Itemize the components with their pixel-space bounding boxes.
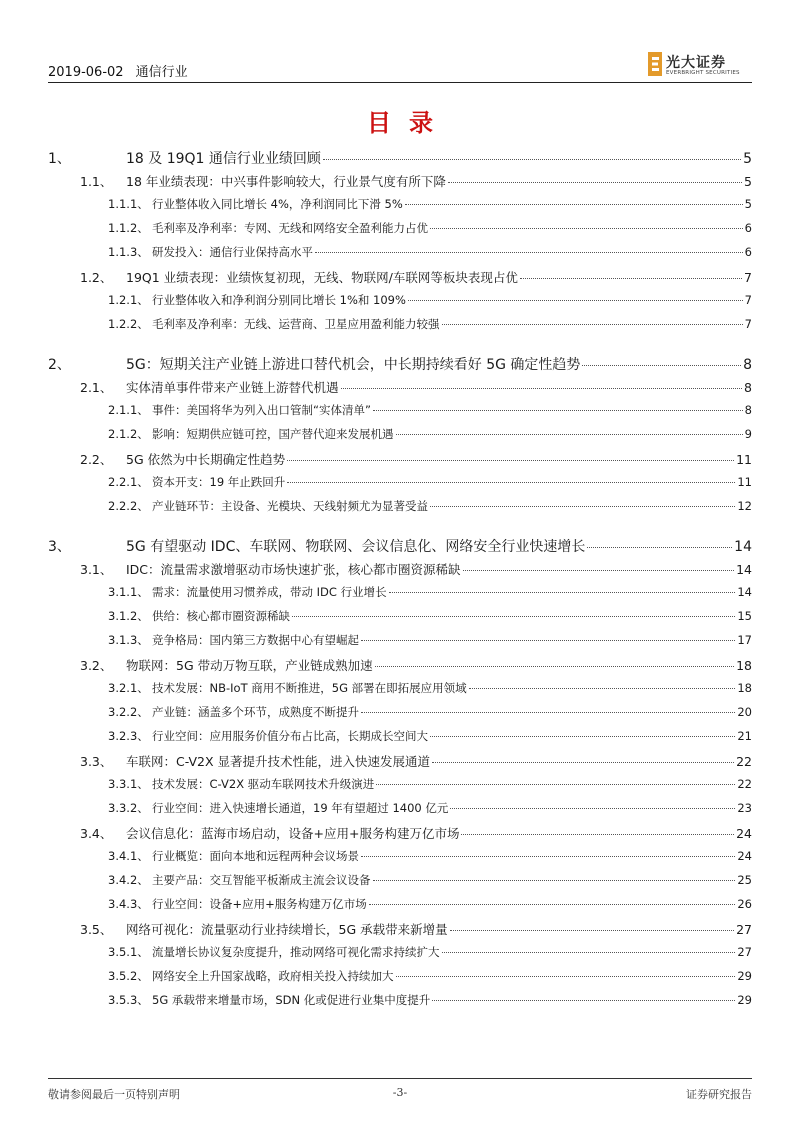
toc-entry-number: 3.3.1、: [108, 777, 149, 791]
toc-entry-number: 3.1.2、: [108, 609, 149, 623]
toc-leader-dots: [520, 278, 742, 279]
toc-leader-dots: [361, 856, 735, 857]
toc-leader-dots: [287, 482, 735, 483]
toc-entry-page: 11: [737, 475, 752, 489]
header-divider: [48, 82, 752, 83]
toc-entry[interactable]: [48, 824, 752, 842]
report-date: 2019-06-02: [48, 65, 124, 80]
toc-leader-dots: [287, 460, 734, 461]
toc-entry-number: 3.4.3、: [108, 897, 149, 911]
toc-entry-number: 2.2、: [80, 452, 113, 467]
toc-leader-dots: [463, 570, 735, 571]
toc-entry-page: 12: [737, 499, 752, 513]
industry-label: 通信行业: [135, 65, 188, 80]
toc-entry[interactable]: [48, 632, 752, 648]
toc-entry-title: IDC：流量需求激增驱动市场快速扩张，核心都市圈资源稀缺: [126, 562, 461, 577]
toc-entry[interactable]: [48, 292, 752, 308]
toc-leader-dots: [323, 159, 741, 160]
toc-entry[interactable]: [48, 584, 752, 600]
toc-entry-page: 14: [737, 585, 752, 599]
logo-text-cn: 光大证券: [666, 55, 726, 71]
toc-entry-number: 2.1.1、: [108, 403, 149, 417]
toc-entry-title: 毛利率及净利率：无线、运营商、卫星应用盈利能力较强: [152, 317, 440, 331]
toc-entry-title: 技术发展：C-V2X 驱动车联网技术升级演进: [152, 777, 375, 791]
toc-entry-number: 2.1、: [80, 380, 113, 395]
toc-entry-title: 网络安全上升国家战略，政府相关投入持续加大: [152, 969, 394, 983]
toc-entry-number: 3.4.1、: [108, 849, 149, 863]
toc-entry-number: 3.2.2、: [108, 705, 149, 719]
toc-entry-page: 7: [744, 317, 752, 331]
toc-entry-number: 3.5.1、: [108, 945, 149, 959]
toc-entry-page: 21: [737, 729, 752, 743]
toc-entry[interactable]: [48, 920, 752, 938]
logo-mark-icon: [648, 52, 662, 76]
toc-entry-number: 2、: [48, 357, 71, 373]
toc-entry-number: 3.3.2、: [108, 801, 149, 815]
toc-entry-number: 1.2.1、: [108, 293, 149, 307]
toc-entry-page: 9: [744, 427, 752, 441]
toc-entry[interactable]: [48, 536, 752, 556]
toc-entry-page: 26: [737, 897, 752, 911]
toc-entry-number: 1.2、: [80, 270, 113, 285]
toc-entry-number: 1、: [48, 151, 71, 167]
toc-entry-title: 资本开支：19 年止跌回升: [152, 475, 286, 489]
toc-leader-dots: [448, 182, 742, 183]
toc-entry[interactable]: [48, 896, 752, 912]
toc-leader-dots: [469, 688, 736, 689]
toc-leader-dots: [376, 784, 735, 785]
toc-entry-title: 行业空间：进入快速增长通道，19 年有望超过 1400 亿元: [152, 801, 449, 815]
toc-entry[interactable]: [48, 608, 752, 624]
toc-entry-title: 18 年业绩表现：中兴事件影响较大，行业景气度有所下降: [126, 174, 446, 189]
toc-entry-number: 1.1.2、: [108, 221, 149, 235]
toc-entry-title: 5G 有望驱动 IDC、车联网、物联网、会议信息化、网络安全行业快速增长: [126, 539, 586, 555]
toc-entry-page: 18: [737, 681, 752, 695]
toc-entry-number: 2.2.2、: [108, 499, 149, 513]
toc-entry-number: 3.5.3、: [108, 993, 149, 1007]
toc-entry[interactable]: [48, 848, 752, 864]
toc-entry-page: 11: [736, 452, 752, 467]
toc-entry[interactable]: [48, 474, 752, 490]
toc-entry-page: 23: [737, 801, 752, 815]
toc-entry-title: 车联网：C-V2X 显著提升技术性能，进入快速发展通道: [126, 754, 431, 769]
toc-entry-page: 5: [744, 174, 752, 189]
header-left: [48, 61, 188, 80]
toc-entry-title: 产业链环节：主设备、光模块、天线射频尤为显著受益: [152, 499, 428, 513]
toc-entry-page: 7: [744, 270, 752, 285]
toc-entry-title: 研发投入：通信行业保持高水平: [152, 245, 313, 259]
toc-entry-number: 1.1.1、: [108, 197, 149, 211]
toc-entry-page: 14: [736, 562, 752, 577]
toc-entry[interactable]: [48, 872, 752, 888]
toc-leader-dots: [315, 252, 743, 253]
toc-entry-title: 行业空间：设备+应用+服务构建万亿市场: [152, 897, 367, 911]
toc-leader-dots: [369, 904, 736, 905]
toc-entry-title: 技术发展：NB-IoT 商用不断推进，5G 部署在即拓展应用领域: [152, 681, 467, 695]
toc-entry[interactable]: [48, 728, 752, 744]
toc-entry-title: 影响：短期供应链可控，国产替代迎来发展机遇: [152, 427, 394, 441]
footer-divider: [48, 1078, 752, 1079]
page-header: [48, 50, 752, 82]
toc-leader-dots: [389, 592, 736, 593]
toc-leader-dots: [461, 834, 734, 835]
toc-entry[interactable]: [48, 148, 752, 168]
toc-entry-page: 29: [737, 993, 752, 1007]
toc-entry[interactable]: [48, 800, 752, 816]
toc-entry[interactable]: [48, 172, 752, 190]
toc-entry[interactable]: [48, 402, 752, 418]
toc-entry-page: 7: [744, 293, 752, 307]
toc-leader-dots: [430, 506, 735, 507]
toc-leader-dots: [450, 808, 735, 809]
toc-entry[interactable]: [48, 992, 752, 1008]
toc-leader-dots: [292, 616, 735, 617]
toc-entry-page: 24: [736, 826, 752, 841]
toc-entry-title: 行业概览：面向本地和远程两种会议场景: [152, 849, 359, 863]
toc-leader-dots: [405, 204, 743, 205]
logo-text-en: EVERBRIGHT SECURITIES: [666, 70, 740, 76]
toc-leader-dots: [373, 410, 743, 411]
toc-leader-dots: [432, 1000, 735, 1001]
toc-entry-title: 物联网：5G 带动万物互联，产业链成熟加速: [126, 658, 373, 673]
toc-entry-title: 产业链：涵盖多个环节，成熟度不断提升: [152, 705, 359, 719]
toc-entry[interactable]: [48, 776, 752, 792]
toc-entry-page: 20: [737, 705, 752, 719]
toc-entry[interactable]: [48, 354, 752, 374]
toc-entry-title: 实体清单事件带来产业链上游替代机遇: [126, 380, 339, 395]
toc-entry[interactable]: [48, 704, 752, 720]
toc-leader-dots: [450, 930, 734, 931]
toc-entry-title: 主要产品：交互智能平板渐成主流会议设备: [152, 873, 371, 887]
toc-entry-title: 5G 依然为中长期确定性趋势: [126, 452, 286, 467]
toc-entry-number: 3.1、: [80, 562, 113, 577]
toc-leader-dots: [375, 666, 734, 667]
toc-leader-dots: [396, 434, 743, 435]
toc-entry-number: 3.2.3、: [108, 729, 149, 743]
toc-entry[interactable]: [48, 656, 752, 674]
toc-entry-page: 17: [737, 633, 752, 647]
toc-leader-dots: [442, 324, 743, 325]
toc-entry[interactable]: [48, 968, 752, 984]
toc-entry-number: 3.5、: [80, 922, 113, 937]
toc-entry-number: 3.4、: [80, 826, 113, 841]
toc-entry-title: 网络可视化：流量驱动行业持续增长，5G 承载带来新增量: [126, 922, 448, 937]
toc-entry-page: 25: [737, 873, 752, 887]
toc-title: 目录: [367, 108, 451, 137]
toc-entry-page: 14: [734, 539, 752, 555]
toc-entry[interactable]: [48, 680, 752, 696]
toc-entry[interactable]: [48, 244, 752, 260]
toc-entry-page: 5: [744, 197, 752, 211]
toc-entry-number: 3.1.3、: [108, 633, 149, 647]
toc-leader-dots: [341, 388, 743, 389]
toc-entry-page: 6: [744, 221, 752, 235]
toc-leader-dots: [361, 712, 735, 713]
toc-entry[interactable]: [48, 268, 752, 286]
toc-entry[interactable]: [48, 316, 752, 332]
toc-entry-title: 会议信息化：蓝海市场启动，设备+应用+服务构建万亿市场: [126, 826, 460, 841]
toc-entry[interactable]: [48, 196, 752, 212]
toc-leader-dots: [430, 736, 735, 737]
toc-entry[interactable]: [48, 560, 752, 578]
toc-entry-page: 15: [737, 609, 752, 623]
toc-entry[interactable]: [48, 498, 752, 514]
toc-entry-page: 29: [737, 969, 752, 983]
toc-entry-title: 5G：短期关注产业链上游进口替代机会，中长期持续看好 5G 确定性趋势: [126, 357, 581, 373]
toc-leader-dots: [396, 976, 736, 977]
toc-entry-number: 2.2.1、: [108, 475, 149, 489]
toc-entry-number: 3.2、: [80, 658, 113, 673]
footer-disclaimer: 敬请参阅最后一页特别声明: [48, 1088, 180, 1101]
toc-entry-number: 3.2.1、: [108, 681, 149, 695]
toc-entry-title: 竞争格局：国内第三方数据中心有望崛起: [152, 633, 359, 647]
toc-entry-page: 22: [736, 754, 752, 769]
toc-entry-page: 8: [744, 403, 752, 417]
toc-entry[interactable]: [48, 378, 752, 396]
toc-entry[interactable]: [48, 426, 752, 442]
toc-entry[interactable]: [48, 944, 752, 960]
toc-entry-number: 1.1、: [80, 174, 113, 189]
toc-entry-number: 1.1.3、: [108, 245, 149, 259]
toc-entry-page: 27: [737, 945, 752, 959]
toc-entry-page: 27: [736, 922, 752, 937]
footer-report-type: 证券研究报告: [686, 1088, 752, 1101]
toc-entry-page: 5: [743, 151, 752, 167]
toc-leader-dots: [430, 228, 743, 229]
toc-entry-page: 8: [743, 357, 752, 373]
toc-entry-title: 18 及 19Q1 通信行业业绩回顾: [126, 151, 321, 167]
toc-entry-title: 事件：美国将华为列入出口管制“实体清单”: [152, 403, 371, 417]
toc-entry-title: 行业整体收入和净利润分别同比增长 1%和 109%: [152, 293, 406, 307]
toc-entry-title: 需求：流量使用习惯养成，带动 IDC 行业增长: [152, 585, 387, 599]
toc-leader-dots: [361, 640, 735, 641]
toc-entry-title: 19Q1 业绩表现：业绩恢复初现，无线、物联网/车联网等板块表现占优: [126, 270, 518, 285]
toc-entry-number: 2.1.2、: [108, 427, 149, 441]
toc-entry-number: 1.2.2、: [108, 317, 149, 331]
toc-entry-title: 供给：核心都市圈资源稀缺: [152, 609, 290, 623]
toc-entry-number: 3.3、: [80, 754, 113, 769]
toc-leader-dots: [373, 880, 736, 881]
toc-entry-page: 6: [744, 245, 752, 259]
toc-entry-title: 5G 承载带来增量市场，SDN 化或促进行业集中度提升: [152, 993, 431, 1007]
toc-entry[interactable]: [48, 752, 752, 770]
toc-leader-dots: [582, 365, 741, 366]
toc-entry-title: 行业空间：应用服务价值分布占比高，长期成长空间大: [152, 729, 428, 743]
toc-entry-page: 8: [744, 380, 752, 395]
toc-leader-dots: [408, 300, 743, 301]
toc-entry-title: 毛利率及净利率：专网、无线和网络安全盈利能力占优: [152, 221, 428, 235]
toc-leader-dots: [432, 762, 734, 763]
toc-entry-page: 24: [737, 849, 752, 863]
toc-leader-dots: [442, 952, 736, 953]
company-logo: [632, 50, 752, 80]
toc-entry-number: 3.4.2、: [108, 873, 149, 887]
toc-entry-number: 3.5.2、: [108, 969, 149, 983]
toc-entry-page: 22: [737, 777, 752, 791]
toc-entry-number: 3.1.1、: [108, 585, 149, 599]
toc-entry-title: 行业整体收入同比增长 4%，净利润同比下滑 5%: [152, 197, 403, 211]
toc-entry-number: 3、: [48, 539, 71, 555]
toc-leader-dots: [587, 547, 732, 548]
toc-entry[interactable]: [48, 450, 752, 468]
page-number: -3-: [392, 1086, 408, 1099]
toc-entry[interactable]: [48, 220, 752, 236]
toc-entry-title: 流量增长协议复杂度提升，推动网络可视化需求持续扩大: [152, 945, 440, 959]
toc-entry-page: 18: [736, 658, 752, 673]
